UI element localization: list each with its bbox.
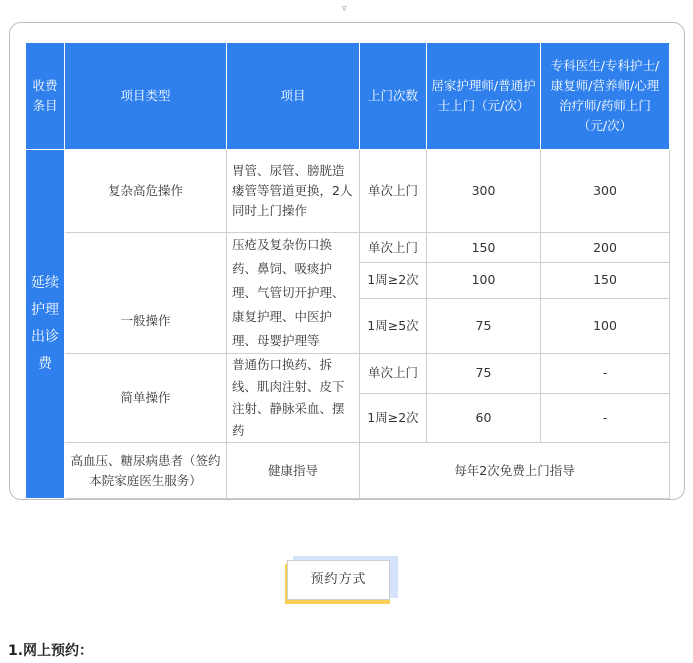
visits-cell: 单次上门 <box>360 354 427 394</box>
booking-method-label: 预约方式 <box>287 560 390 600</box>
table-header-row <box>26 43 670 150</box>
down-triangle-icon: ▿ <box>342 4 347 14</box>
home-price-cell: 60 <box>427 393 541 442</box>
header-home-nurse: 居家护理师/普通护士上门（元/次） <box>427 43 541 150</box>
header-visits: 上门次数 <box>360 43 427 150</box>
table-row <box>26 443 670 499</box>
type-simple: 简单操作 <box>65 354 227 443</box>
header-category: 收费条目 <box>26 43 65 150</box>
visits-cell: 1周≥5次 <box>360 298 427 353</box>
visits-cell: 单次上门 <box>360 150 427 233</box>
visits-cell: 1周≥2次 <box>360 263 427 298</box>
type-complex: 复杂高危操作 <box>65 150 227 233</box>
spec-price-cell: 300 <box>541 150 670 233</box>
header-specialist: 专科医生/专科护士/康复师/营养师/心理治疗师/药师上门（元/次） <box>541 43 670 150</box>
header-item: 项目 <box>227 43 360 150</box>
header-type: 项目类型 <box>65 43 227 150</box>
fee-table <box>25 42 670 499</box>
spec-price-cell: 100 <box>541 298 670 353</box>
home-price-cell: 75 <box>427 298 541 353</box>
spec-price-cell: - <box>541 393 670 442</box>
home-price-cell: 150 <box>427 233 541 263</box>
visits-cell: 单次上门 <box>360 233 427 263</box>
spec-price-cell: 150 <box>541 263 670 298</box>
home-price-cell: 75 <box>427 354 541 394</box>
home-price-cell: 300 <box>427 150 541 233</box>
chronic-note: 每年2次免费上门指导 <box>360 443 670 499</box>
visits-cell: 1周≥2次 <box>360 393 427 442</box>
item-complex: 胃管、尿管、膀胱造瘘管等管道更换，2人同时上门操作 <box>227 150 360 233</box>
category-cell: 延续护理出诊费 <box>26 150 65 499</box>
item-chronic: 健康指导 <box>227 443 360 499</box>
table-row <box>26 354 670 394</box>
home-price-cell: 100 <box>427 263 541 298</box>
table-row <box>26 233 670 263</box>
spec-price-cell: 200 <box>541 233 670 263</box>
type-chronic: 高血压、糖尿病患者（签约本院家庭医生服务） <box>65 443 227 499</box>
item-simple: 普通伤口换药、拆线、肌肉注射、皮下注射、静脉采血、摆药 <box>227 354 360 443</box>
spec-price-cell: - <box>541 354 670 394</box>
online-booking-heading: 1.网上预约： <box>8 643 94 659</box>
table-row <box>26 150 670 233</box>
type-general: 一般操作 <box>65 233 227 354</box>
item-general: 压疮及复杂伤口换药、鼻饲、吸痰护理、气管切开护理、康复护理、中医护理、母婴护理等 <box>227 233 360 354</box>
booking-method-title <box>285 556 400 604</box>
